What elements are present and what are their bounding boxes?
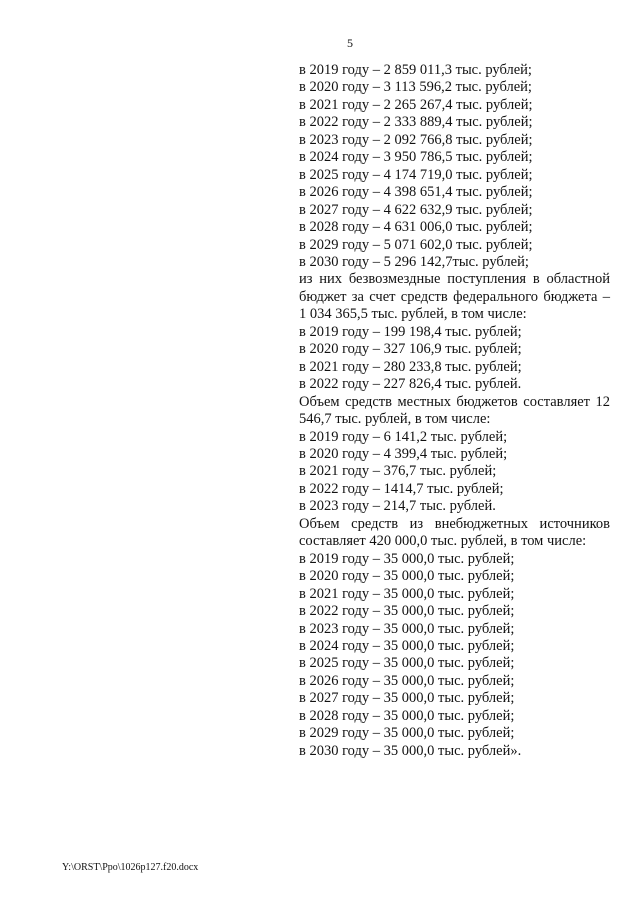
list-item: в 2020 году – 3 113 596,2 тыс. рублей; <box>299 79 532 96</box>
list-item: в 2019 году – 6 141,2 тыс. рублей; <box>299 428 508 445</box>
list-item: в 2027 году – 4 622 632,9 тыс. рублей; <box>299 201 533 218</box>
extrabudgetary-intro-paragraph: Объем средств из внебюджетных источников составляет 420 000,0 тыс. рублей, в том числе: <box>299 515 610 550</box>
list-item: в 2021 году – 376,7 тыс. рублей; <box>299 463 497 480</box>
list-item: в 2025 году – 35 000,0 тыс. рублей; <box>299 655 515 672</box>
federal-funding-list <box>299 324 610 394</box>
federal-intro-paragraph: из них безвозмездные поступления в областной бюджет за счет средств федерального бюджета – 1 034 365,5 тыс. рублей, в том числе: <box>299 271 610 323</box>
list-item: в 2021 году – 2 265 267,4 тыс. рублей; <box>299 96 533 113</box>
list-item: в 2022 году – 2 333 889,4 тыс. рублей; <box>299 114 533 131</box>
extrabudgetary-funding-list <box>299 551 610 760</box>
list-item: в 2021 году – 280 233,8 тыс. рублей; <box>299 358 522 375</box>
page-number: 5 <box>347 36 353 50</box>
list-item: в 2026 году – 4 398 651,4 тыс. рублей; <box>299 184 533 201</box>
list-item: в 2020 году – 4 399,4 тыс. рублей; <box>299 445 508 462</box>
local-funding-list <box>299 429 610 516</box>
list-item: в 2024 году – 35 000,0 тыс. рублей; <box>299 637 515 654</box>
document-body <box>299 62 610 760</box>
list-item: в 2019 году – 199 198,4 тыс. рублей; <box>299 323 522 340</box>
list-item: в 2025 году – 4 174 719,0 тыс. рублей; <box>299 166 533 183</box>
list-item: в 2022 году – 1414,7 тыс. рублей; <box>299 480 504 497</box>
list-item: в 2019 году – 2 859 011,3 тыс. рублей; <box>299 62 532 78</box>
list-item: в 2022 году – 227 826,4 тыс. рублей. <box>299 376 522 393</box>
local-intro-paragraph: Объем средств местных бюджетов составляет 12 546,7 тыс. рублей, в том числе: <box>299 393 610 428</box>
list-item: в 2030 году – 5 296 142,7тыс. рублей; <box>299 253 529 270</box>
list-item: в 2023 году – 35 000,0 тыс. рублей; <box>299 620 515 637</box>
list-item: в 2026 году – 35 000,0 тыс. рублей; <box>299 672 515 689</box>
list-item: в 2019 году – 35 000,0 тыс. рублей; <box>299 550 515 567</box>
list-item: в 2028 году – 35 000,0 тыс. рублей; <box>299 707 515 724</box>
list-item: в 2023 году – 214,7 тыс. рублей. <box>299 498 496 515</box>
total-funding-list <box>299 62 610 271</box>
list-item: в 2022 году – 35 000,0 тыс. рублей; <box>299 603 515 620</box>
list-item: в 2021 году – 35 000,0 тыс. рублей; <box>299 585 515 602</box>
list-item: в 2024 году – 3 950 786,5 тыс. рублей; <box>299 149 533 166</box>
list-item: в 2020 году – 327 106,9 тыс. рублей; <box>299 341 522 358</box>
footer-file-path: Y:\ORST\Ppo\1026p127.f20.docx <box>62 862 199 873</box>
list-item: в 2028 году – 4 631 006,0 тыс. рублей; <box>299 219 533 236</box>
list-item: в 2029 году – 35 000,0 тыс. рублей; <box>299 725 515 742</box>
list-item: в 2030 году – 35 000,0 тыс. рублей». <box>299 742 522 759</box>
list-item: в 2029 году – 5 071 602,0 тыс. рублей; <box>299 236 533 253</box>
list-item: в 2027 году – 35 000,0 тыс. рублей; <box>299 690 515 707</box>
list-item: в 2020 году – 35 000,0 тыс. рублей; <box>299 568 515 585</box>
list-item: в 2023 году – 2 092 766,8 тыс. рублей; <box>299 131 533 148</box>
